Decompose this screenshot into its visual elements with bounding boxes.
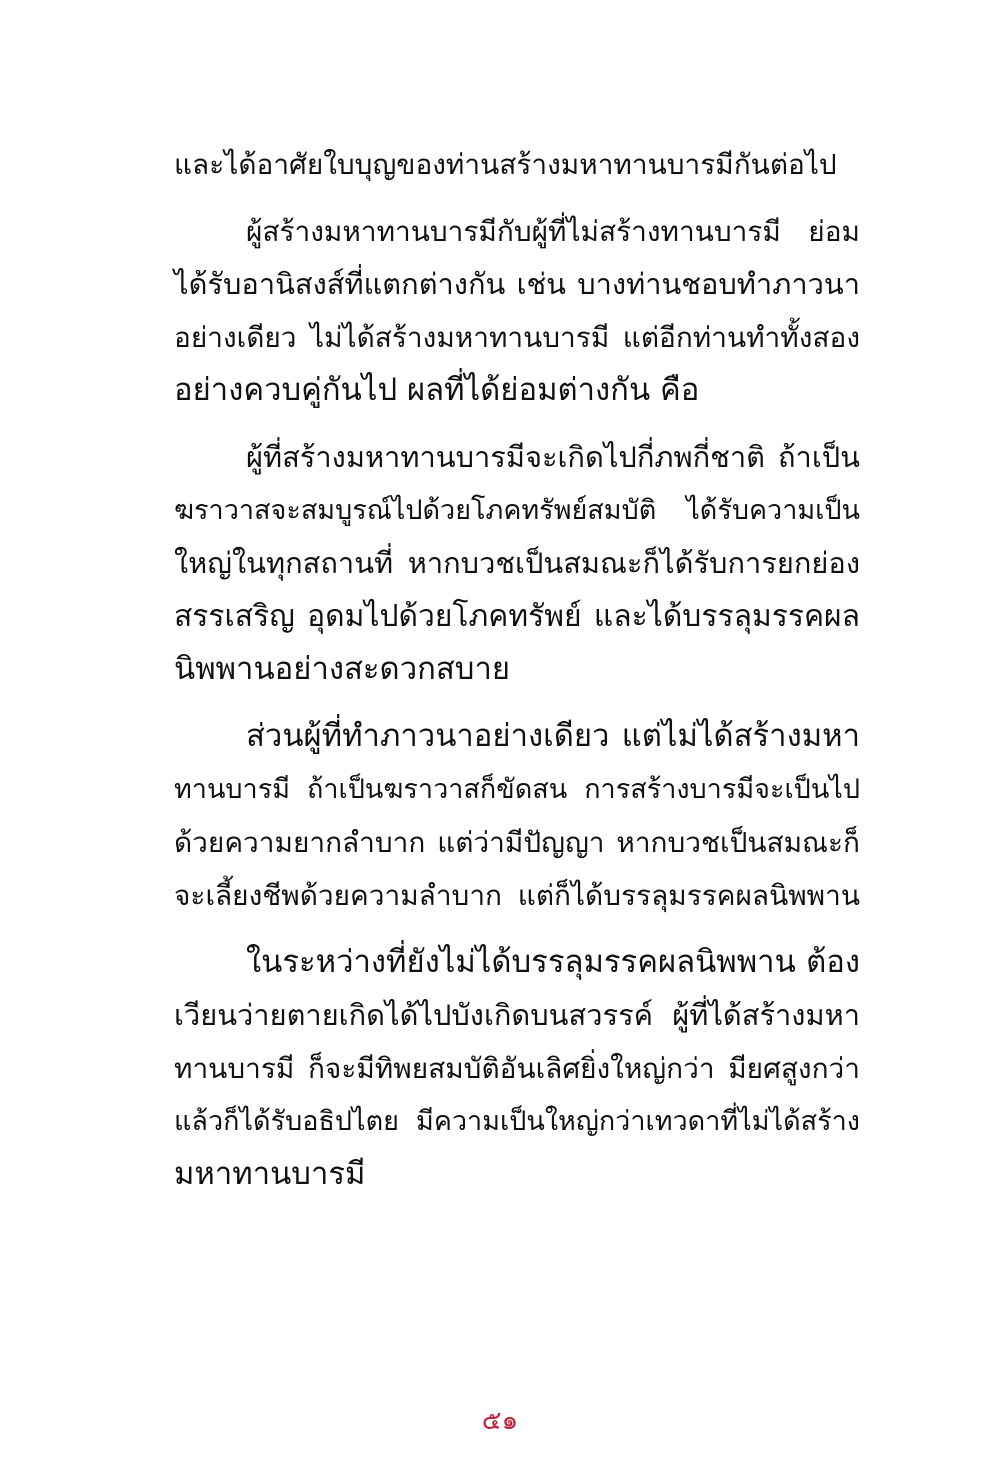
page-number: ๕๑ (481, 1406, 519, 1436)
text-line: นิพพานอย่างสะดวกสบาย (174, 651, 511, 687)
text-line: แล้วก็ได้รับอธิปไตย มีความเป็นใหญ่กว่าเทวดาที่ไม่ได้สร้าง (174, 1106, 860, 1137)
paragraph-2 (174, 205, 860, 417)
body-text (174, 138, 860, 1215)
paragraph-4 (174, 710, 860, 922)
text-line: ผู้สร้างมหาทานบารมีกับผู้ที่ไม่สร้างทานบารมี ย่อม (246, 215, 860, 248)
text-line: ได้รับอานิสงส์ที่แตกต่างกัน เช่น บางท่านชอบทำภาวนา (174, 267, 860, 301)
text-line: สรรเสริญ อุดมไปด้วยโภคทรัพย์ และได้บรรลุมรรคผล (174, 599, 860, 634)
text-line: เวียนว่ายตายเกิดได้ไปบังเกิดบนสวรรค์ ผู้ที่ได้สร้างมหา (174, 998, 860, 1032)
text-line: ฆราวาสจะสมบูรณ์ไปด้วยโภคทรัพย์สมบัติ ได้รับความเป็น (174, 495, 860, 526)
text-line: ผู้ที่สร้างมหาทานบารมีจะเกิดไปกี่ภพกี่ชาติ ถ้าเป็น (246, 440, 860, 474)
text-line: ในระหว่างที่ยังไม่ได้บรรลุมรรคผลนิพพาน ต้อง (246, 944, 860, 980)
text-line: ด้วยความยากลำบาก แต่ว่ามีปัญญา หากบวชเป็นสมณะก็ (174, 826, 860, 859)
text-line: ส่วนผู้ที่ทำภาวนาอย่างเดียว แต่ไม่ได้สร้างมหา (246, 718, 860, 754)
text-line: ทานบารมี ก็จะมีทิพยสมบัติอันเลิศยิ่งใหญ่กว่า มียศสูงกว่า (174, 1052, 860, 1085)
text-line: ใหญ่ในทุกสถานที่ หากบวชเป็นสมณะก็ได้รับการยกย่อง (174, 546, 860, 580)
paragraph-5 (174, 936, 860, 1201)
paragraph-1 (174, 138, 860, 191)
text-line: มหาทานบารมี (174, 1156, 366, 1192)
text-line: และได้อาศัยใบบุญของท่านสร้างมหาทานบารมีกันต่อไป (174, 148, 837, 181)
text-line: อย่างเดียว ไม่ได้สร้างมหาทานบารมี แต่อีกท่านทำทั้งสอง (174, 321, 860, 354)
text-line: อย่างควบคู่กันไป ผลที่ได้ย่อมต่างกัน คือ (174, 372, 700, 408)
paragraph-3 (174, 431, 860, 696)
text-line: จะเลี้ยงชีพด้วยความลำบาก แต่ก็ได้บรรลุมรรคผลนิพพาน (174, 879, 860, 912)
text-line: ทานบารมี ถ้าเป็นฆราวาสก็ขัดสน การสร้างบารมีจะเป็นไป (174, 774, 860, 805)
